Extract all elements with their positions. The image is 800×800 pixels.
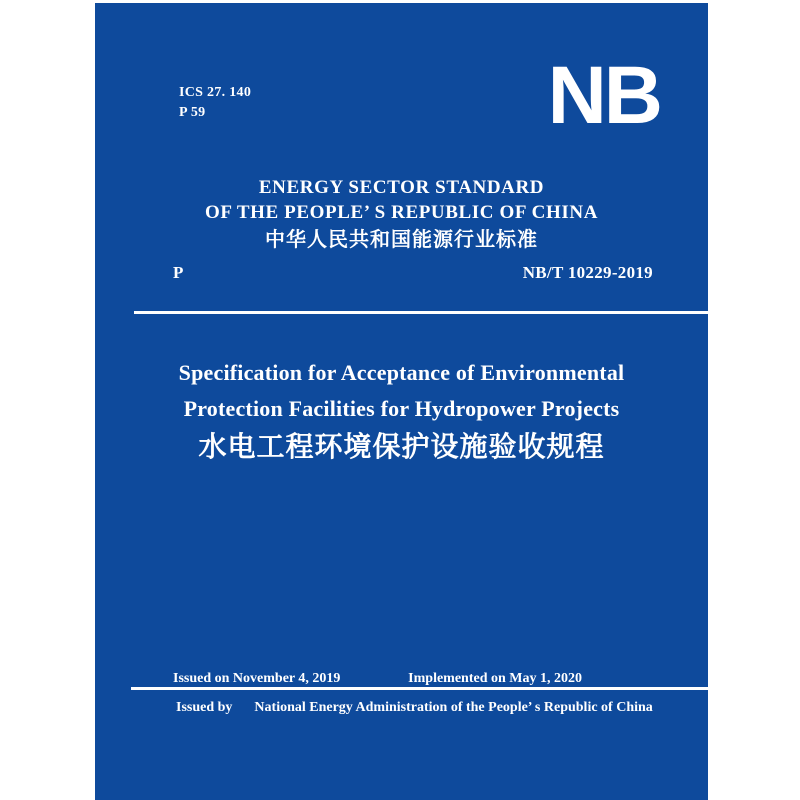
standard-header bbox=[95, 175, 708, 252]
issued-by-value: National Energy Administration of the People’ s Republic of China bbox=[254, 700, 653, 715]
title-en-line1: Specification for Acceptance of Environmental bbox=[178, 360, 625, 385]
nb-logo: NB bbox=[547, 50, 660, 141]
footer-divider-line bbox=[131, 687, 708, 690]
title-zh: 水电工程环境保护设施验收规程 bbox=[198, 432, 605, 463]
implemented-date: Implemented on May 1, 2020 bbox=[408, 671, 582, 686]
doc-class-code: P 59 bbox=[179, 105, 206, 120]
standard-number: NB/T 10229-2019 bbox=[522, 263, 653, 282]
standard-header-en-line1: ENERGY SECTOR STANDARD bbox=[258, 177, 545, 198]
issued-by-label: Issued by bbox=[176, 700, 233, 715]
document-title bbox=[95, 355, 708, 465]
classification-codes bbox=[179, 83, 251, 123]
title-en-line2: Protection Facilities for Hydropower Projects bbox=[183, 396, 620, 421]
standard-header-zh: 中华人民共和国能源行业标准 bbox=[265, 229, 538, 251]
header-divider-line bbox=[134, 311, 708, 314]
issuer-row bbox=[176, 700, 653, 716]
ics-code: ICS 27. 140 bbox=[179, 85, 252, 100]
issued-date: Issued on November 4, 2019 bbox=[173, 671, 341, 686]
category-letter: P bbox=[173, 263, 184, 282]
standard-cover bbox=[95, 3, 708, 800]
standard-header-en-line2: OF THE PEOPLE’ S REPUBLIC OF CHINA bbox=[204, 202, 599, 223]
